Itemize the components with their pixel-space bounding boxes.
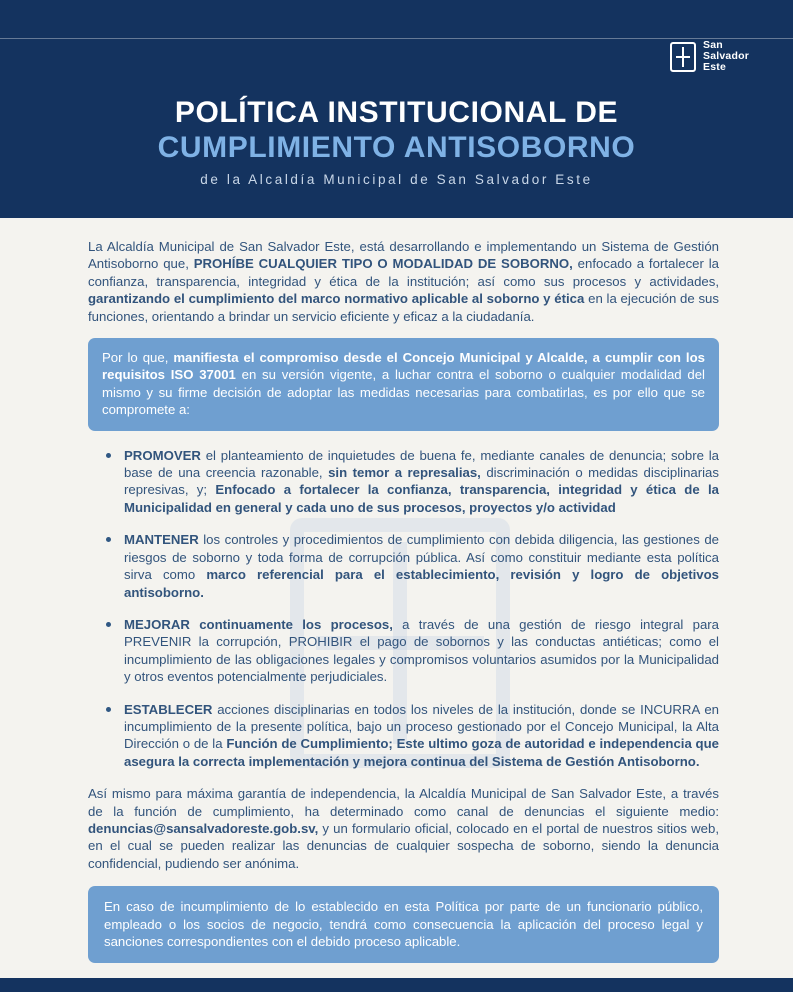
list-item: MEJORAR continuamente los procesos, a través de una gestión de riesgo integral para PREVENIR la corrupción, PROHIBIR el pago de sobornos y las conductas antiéticas; como el incumplimiento de las obligaciones legales y compromisos voluntarios asumidos por la Municipalidad y otros eventos potencialmente perjudiciales. — [114, 616, 719, 686]
page-title — [0, 96, 793, 187]
document-body — [0, 218, 793, 963]
logo-line-2: Salvador — [703, 50, 749, 62]
commitment-callout — [88, 338, 719, 431]
municipal-shield-icon — [670, 42, 696, 72]
title-line-2: CUMPLIMIENTO ANTISOBORNO — [157, 131, 636, 164]
commitment-list — [88, 447, 719, 771]
institution-logo — [670, 40, 749, 73]
reporting-channel-paragraph: Así mismo para máxima garantía de independencia, la Alcaldía Municipal de San Salvador Este, a través de la función de cumplimiento, ha determinado como canal de denuncias el siguiente medio: denuncias@sansalvadoreste.gob.sv, y un formulario oficial, colocado en el portal de nuestros sitios web, en el cual se pueden realizar las denuncias de cualquier sospecha de soborno, siendo la denuncia confidencial, pudiendo ser anónima. — [88, 786, 719, 871]
list-item: ESTABLECER acciones disciplinarias en todos los niveles de la institución, donde se INCURRA en incumplimiento de la presente política, bajo un proceso gestionado por el Concejo Municipal, la Alta Dirección o de la Función de Cumplimiento; Este ultimo goza de autoridad e independencia que asegura la correcta implementación y mejora continua del Sistema de Gestión Antisoborno. — [114, 701, 719, 771]
footer-strip — [0, 978, 793, 992]
intro-paragraph: La Alcaldía Municipal de San Salvador Este, está desarrollando e implementando un Sistema de Gestión Antisoborno que, PROHÍBE CUALQUIER TIPO O MODALIDAD DE SOBORNO, enfocado a fortalecer la confianza, transparencia, integridad y ética de la institución; así como sus procesos y actividades, garantizando el cumplimiento del marco normativo aplicable al soborno y ética en la ejecución de sus funciones, orientando a brindar un servicio eficiente y eficaz a la ciudadanía. — [88, 239, 719, 324]
title-line-1: POLÍTICA INSTITUCIONAL DE — [174, 96, 619, 129]
list-item: MANTENER los controles y procedimientos de cumplimiento con debida diligencia, las gestiones de riesgos de soborno y toda forma de corrupción pública. Así como constituir mediante esta política sirva como marco referencial para el establecimiento, revisión y logro de objetivos antisoborno. — [114, 531, 719, 601]
title-subtitle: de la Alcaldía Municipal de San Salvador Este — [200, 172, 593, 187]
commitment-text: Por lo que, manifiesta el compromiso desde el Concejo Municipal y Alcalde, a cumplir con los requisitos ISO 37001 en su versión vigente, a luchar contra el soborno o cualquier modalidad del mismo y su firme decisión de adoptar las medidas necesarias para combatirlas, es por ello que se compromete a: — [102, 350, 705, 418]
document-content — [88, 238, 719, 963]
logo-line-1: San — [703, 39, 723, 51]
logo-line-3: Este — [703, 61, 727, 73]
sanctions-text: En caso de incumplimiento de lo establecido en esta Política por parte de un funcionario público, empleado o los socios de negocio, tendrá como consecuencia la aplicación del proceso legal y sanciones correspondientes con el debido proceso aplicable. — [104, 899, 703, 949]
sanctions-callout — [88, 886, 719, 963]
list-item: PROMOVER el planteamiento de inquietudes de buena fe, mediante canales de denuncia; sobre la base de una creencia razonable, sin temor a represalias, discriminación o medidas disciplinarias represivas, y; Enfocado a fortalecer la confianza, transparencia, integridad y ética de la Municipalidad en general y cada uno de sus procesos, proyectos y/o actividad — [114, 447, 719, 517]
document-header — [0, 0, 793, 218]
logo-text — [703, 40, 749, 73]
